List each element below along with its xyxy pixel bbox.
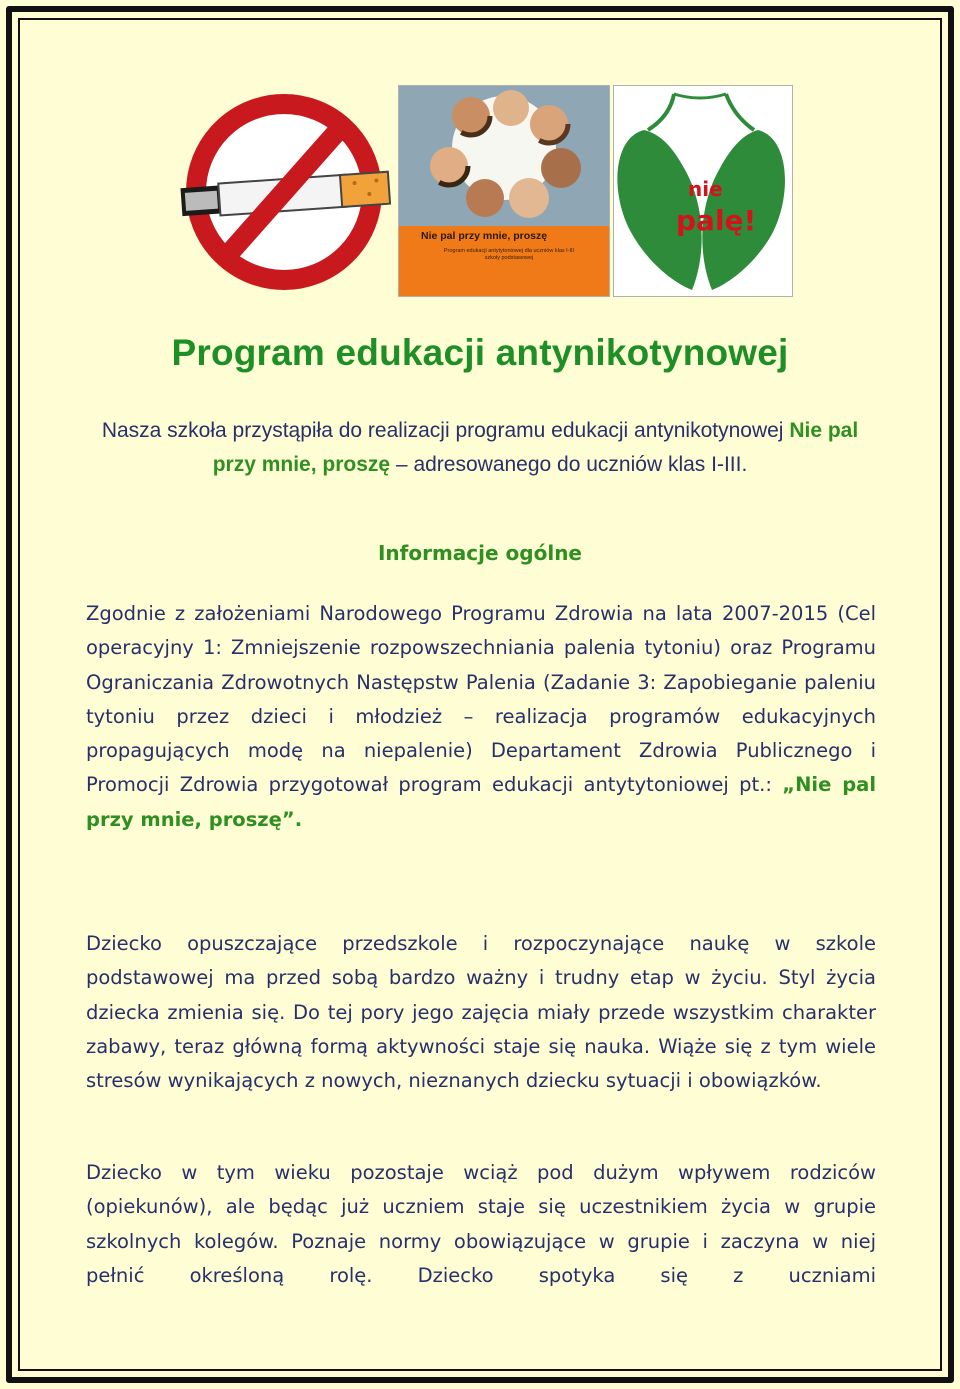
cover-title: Nie pal przy mnie, proszę	[421, 230, 548, 242]
intro-text-after: – adresowanego do uczniów klas I-III.	[390, 453, 748, 476]
section-title: Informacje ogólne	[377, 541, 582, 565]
paragraph-1	[86, 597, 876, 837]
paragraph-3: Dziecko w tym wieku pozostaje wciąż pod dużym wpływem rodziców (opiekunów), ale będąc już uczniem staje się uczestnikiem życia w grupie szkolnych kolegów. Poznaje normy obowiązujące w grupie i zaczyna w niej pełnić określoną rolę. Dziecko spotyka się z uczniami	[86, 1161, 876, 1287]
intro-paragraph	[80, 414, 880, 482]
paragraph-2: Dziecko opuszczające przedszkole i rozpoczynające naukę w szkole podstawowej ma przed sobą bardzo ważny i trudny etap w życiu. Styl życia dziecka zmienia się. Do tej pory jego zajęcia miały przede wszystkim charakter zabawy, teraz główną formą aktywności staje się nauka. Wiąże się z tym wiele stresów wynikających z nowych, nieznanych dziecku sytuacji i obowiązków.	[86, 932, 876, 1093]
intro-text-before: Nasza szkoła przystąpiła do realizacji programu edukacji antynikotynowej	[101, 419, 790, 442]
logo-text-pale: palę!	[676, 204, 757, 237]
intro-program-name: Nie pal przy mnie, proszę	[212, 419, 859, 476]
program-cover-image	[398, 85, 610, 297]
green-leaves-logo	[614, 86, 792, 296]
header-images	[165, 85, 795, 300]
no-smoking-icon	[171, 87, 397, 297]
no-smoking-sign-image	[171, 87, 397, 297]
children-photo	[399, 86, 609, 226]
logo-text-nie: nie	[688, 177, 723, 201]
paragraph-1-text: Zgodnie z założeniami Narodowego Programu Zdrowia na lata 2007-2015 (Cel operacyjny 1: Zmniejszenie rozpowszechniania palenia tytoniu) oraz Programu Ograniczania Zdrowotnych Następstw Palenia (Zadanie 3: Zapobieganie paleniu tytoniu przez dzieci i młodzież – realizacja programów edukacyjnych propagujących modę na niepalenie) Departament Zdrowia Publicznego i Promocji Zdrowia przygotował program edukacji antytytoniowej pt.:	[86, 602, 876, 797]
nie-pale-logo-image	[613, 85, 793, 297]
page-title: Program edukacji antynikotynowej	[171, 332, 789, 373]
cover-subtitle: Program edukacji antytytoniowej dla uczniów klas I-III szkoły podstawowej	[443, 248, 575, 261]
paragraph-1-program-name: „Nie pal przy mnie, proszę”.	[86, 773, 877, 831]
